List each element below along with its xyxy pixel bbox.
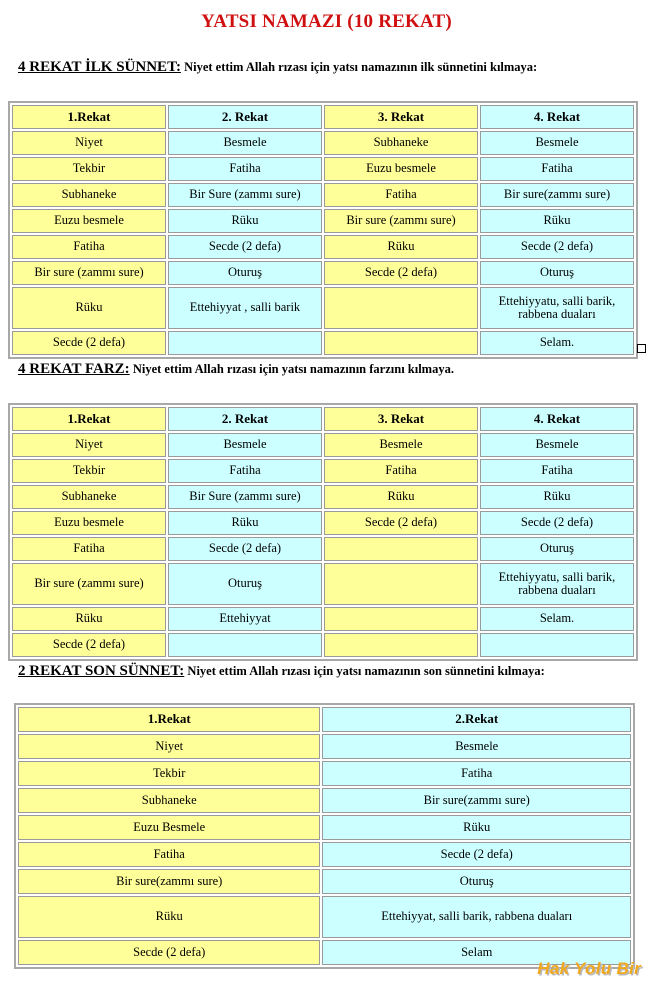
cell: Fatiha xyxy=(324,459,478,483)
section-intention-farz: Niyet ettim Allah rızası için yatsı namazının farzını kılmaya. xyxy=(129,362,454,376)
cell: Bir sure(zammı sure) xyxy=(18,869,320,894)
cell: Oturuş xyxy=(168,563,322,605)
table-row xyxy=(12,131,634,155)
cell xyxy=(324,563,478,605)
resize-handle-marker xyxy=(637,344,646,353)
column-header-rekat-2: 2. Rekat xyxy=(168,105,322,129)
table-row xyxy=(12,607,634,631)
cell: Rüku xyxy=(12,607,166,631)
column-header-rekat-1: 1.Rekat xyxy=(12,407,166,431)
cell: Niyet xyxy=(12,131,166,155)
cell: Besmele xyxy=(324,433,478,457)
cell: Bir sure(zammı sure) xyxy=(480,183,634,207)
column-header-rekat-4: 4. Rekat xyxy=(480,407,634,431)
cell: Rüku xyxy=(480,485,634,509)
cell: Tekbir xyxy=(18,761,320,786)
cell: Oturuş xyxy=(480,261,634,285)
cell: Fatiha xyxy=(480,157,634,181)
cell xyxy=(480,633,634,657)
section-label-farz: 4 REKAT FARZ: xyxy=(18,361,130,377)
cell xyxy=(168,331,322,355)
table-row xyxy=(18,842,631,867)
table-row xyxy=(12,633,634,657)
cell xyxy=(324,633,478,657)
cell: Bir sure (zammı sure) xyxy=(12,563,166,605)
cell xyxy=(324,331,478,355)
cell: Selam. xyxy=(480,607,634,631)
cell: Ettehiyyat , salli barik xyxy=(168,287,322,329)
cell: Rüku xyxy=(322,815,631,840)
cell: Bir Sure (zammı sure) xyxy=(168,485,322,509)
cell: Subhaneke xyxy=(18,788,320,813)
cell: Rüku xyxy=(12,287,166,329)
table-row xyxy=(18,734,631,759)
cell: Ettehiyyat, salli barik, rabbena duaları xyxy=(322,896,631,938)
table-row xyxy=(12,287,634,329)
cell: Besmele xyxy=(480,131,634,155)
cell: Fatiha xyxy=(168,459,322,483)
cell: Tekbir xyxy=(12,459,166,483)
table-row xyxy=(12,537,634,561)
column-header-rekat-2: 2. Rekat xyxy=(168,407,322,431)
cell: Rüku xyxy=(168,209,322,233)
section-label-ilk-sunnet: 4 REKAT İLK SÜNNET: xyxy=(18,59,181,75)
cell: Besmele xyxy=(322,734,631,759)
cell: Besmele xyxy=(480,433,634,457)
table-row xyxy=(12,261,634,285)
table-row xyxy=(12,563,634,605)
cell xyxy=(324,287,478,329)
cell: Rüku xyxy=(18,896,320,938)
cell xyxy=(324,537,478,561)
table-row xyxy=(12,511,634,535)
cell: Tekbir xyxy=(12,157,166,181)
section-heading-ilk-sunnet xyxy=(0,59,537,76)
table-row xyxy=(12,235,634,259)
section-heading-farz xyxy=(0,361,454,378)
table-row xyxy=(12,485,634,509)
page-title: YATSI NAMAZI (10 REKAT) xyxy=(201,11,452,32)
cell: Ettehiyyat xyxy=(168,607,322,631)
table-son-sunnet xyxy=(14,703,635,969)
cell: Subhaneke xyxy=(324,131,478,155)
cell: Fatiha xyxy=(480,459,634,483)
cell: Fatiha xyxy=(168,157,322,181)
table-row xyxy=(18,896,631,938)
cell: Secde (2 defa) xyxy=(12,331,166,355)
cell: Secde (2 defa) xyxy=(322,842,631,867)
section-intention-son-sunnet: Niyet ettim Allah rızası için yatsı namazının son sünnetini kılmaya: xyxy=(184,664,545,678)
cell: Bir sure (zammı sure) xyxy=(12,261,166,285)
table-header-row xyxy=(18,707,631,732)
cell: Rüku xyxy=(324,485,478,509)
table-row xyxy=(18,815,631,840)
cell: Niyet xyxy=(12,433,166,457)
column-header-rekat-2: 2.Rekat xyxy=(322,707,631,732)
cell: Fatiha xyxy=(322,761,631,786)
cell: Selam. xyxy=(480,331,634,355)
section-label-son-sunnet: 2 REKAT SON SÜNNET: xyxy=(18,663,185,679)
cell xyxy=(168,633,322,657)
table-row xyxy=(12,209,634,233)
table-row xyxy=(12,433,634,457)
section-heading-son-sunnet xyxy=(0,663,545,680)
table-row xyxy=(12,157,634,181)
cell: Fatiha xyxy=(12,537,166,561)
cell: Euzu besmele xyxy=(324,157,478,181)
cell: Oturuş xyxy=(480,537,634,561)
table-row xyxy=(18,761,631,786)
column-header-rekat-4: 4. Rekat xyxy=(480,105,634,129)
table-farz xyxy=(8,403,638,661)
cell: Rüku xyxy=(168,511,322,535)
cell: Besmele xyxy=(168,433,322,457)
table-row xyxy=(18,788,631,813)
cell: Oturuş xyxy=(322,869,631,894)
cell: Secde (2 defa) xyxy=(480,235,634,259)
cell: Secde (2 defa) xyxy=(480,511,634,535)
cell: Euzu besmele xyxy=(12,209,166,233)
column-header-rekat-3: 3. Rekat xyxy=(324,407,478,431)
cell: Subhaneke xyxy=(12,485,166,509)
cell: Ettehiyyatu, salli barik, rabbena duaları xyxy=(480,287,634,329)
cell: Euzu besmele xyxy=(12,511,166,535)
table-header-row xyxy=(12,407,634,431)
cell: Secde (2 defa) xyxy=(324,511,478,535)
column-header-rekat-1: 1.Rekat xyxy=(18,707,320,732)
table-header-row xyxy=(12,105,634,129)
cell: Secde (2 defa) xyxy=(168,537,322,561)
table-row xyxy=(12,459,634,483)
cell: Oturuş xyxy=(168,261,322,285)
cell: Secde (2 defa) xyxy=(18,940,320,965)
column-header-rekat-1: 1.Rekat xyxy=(12,105,166,129)
cell: Rüku xyxy=(480,209,634,233)
cell: Secde (2 defa) xyxy=(12,633,166,657)
cell: Secde (2 defa) xyxy=(324,261,478,285)
column-header-rekat-3: 3. Rekat xyxy=(324,105,478,129)
section-intention-ilk-sunnet: Niyet ettim Allah rızası için yatsı namazının ilk sünnetini kılmaya: xyxy=(180,60,538,74)
cell: Fatiha xyxy=(324,183,478,207)
cell: Fatiha xyxy=(18,842,320,867)
cell: Ettehiyyatu, salli barik, rabbena duaları xyxy=(480,563,634,605)
table-row xyxy=(12,183,634,207)
cell: Bir sure(zammı sure) xyxy=(322,788,631,813)
table-ilk-sunnet xyxy=(8,101,638,359)
cell xyxy=(324,607,478,631)
cell: Fatiha xyxy=(12,235,166,259)
table-row xyxy=(12,331,634,355)
cell: Bir Sure (zammı sure) xyxy=(168,183,322,207)
watermark-hak-yolu-bir: Hak Yolu Bir xyxy=(537,959,641,978)
cell: Subhaneke xyxy=(12,183,166,207)
cell: Selam xyxy=(322,940,631,965)
table-row xyxy=(18,869,631,894)
cell: Bir sure (zammı sure) xyxy=(324,209,478,233)
cell: Rüku xyxy=(324,235,478,259)
cell: Besmele xyxy=(168,131,322,155)
cell: Euzu Besmele xyxy=(18,815,320,840)
cell: Secde (2 defa) xyxy=(168,235,322,259)
cell: Niyet xyxy=(18,734,320,759)
